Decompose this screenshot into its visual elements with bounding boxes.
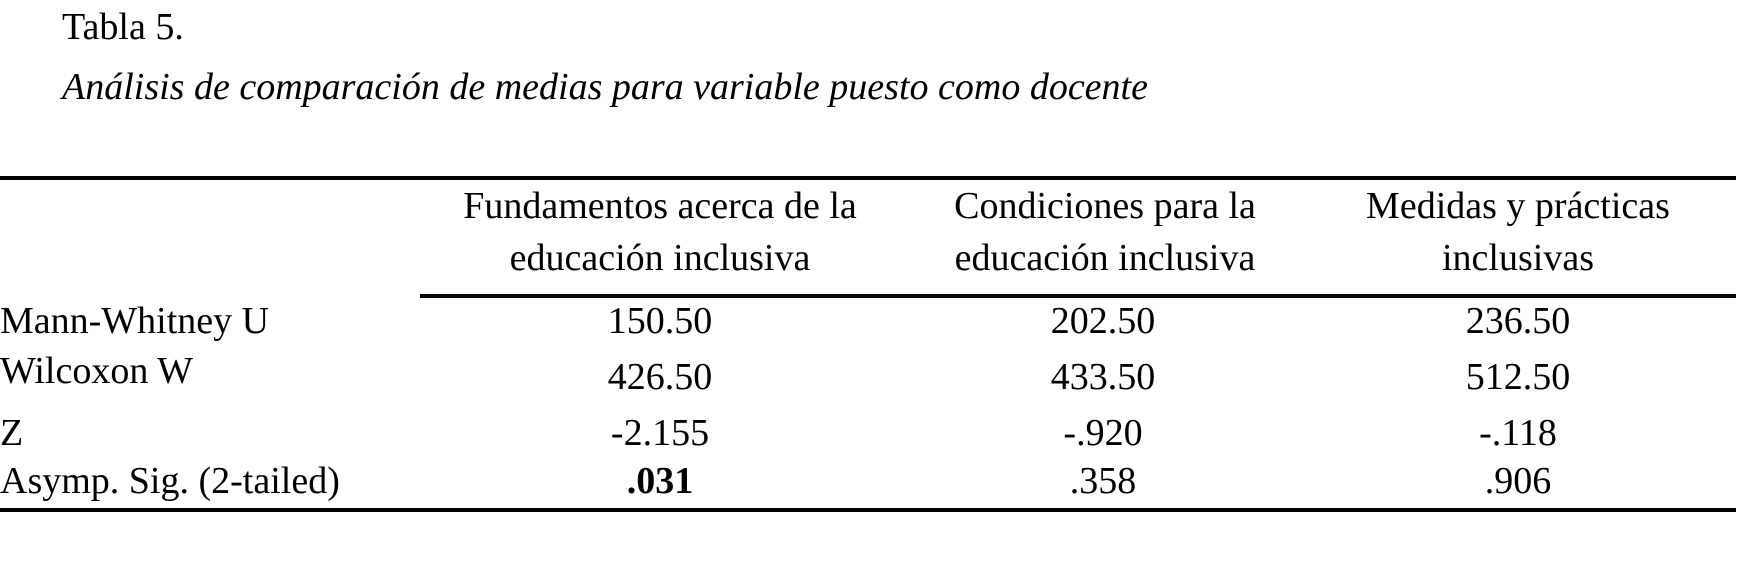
column-header-line: Condiciones para la bbox=[954, 185, 1256, 227]
row-label-z: Z bbox=[0, 412, 24, 454]
table-cell: .358 bbox=[1069, 460, 1137, 502]
column-header-line: educación inclusiva bbox=[509, 237, 811, 279]
column-header-medidas bbox=[1318, 180, 1718, 284]
column-header-line: inclusivas bbox=[1442, 237, 1594, 279]
column-header-line: Fundamentos acerca de la bbox=[463, 185, 857, 227]
row-label-wilcoxon: Wilcoxon W bbox=[0, 350, 194, 392]
table-cell: 236.50 bbox=[1465, 300, 1571, 342]
row-label-mann-whitney: Mann-Whitney U bbox=[0, 300, 270, 342]
column-header-condiciones bbox=[910, 180, 1300, 284]
table-cell: -2.155 bbox=[610, 412, 710, 454]
table-cell: -.920 bbox=[1063, 412, 1143, 454]
column-header-line: educación inclusiva bbox=[954, 237, 1256, 279]
table-cell-significant: .031 bbox=[626, 460, 694, 502]
column-header-fundamentos bbox=[420, 180, 900, 284]
row-label-asymp-sig: Asymp. Sig. (2-tailed) bbox=[0, 460, 340, 502]
table-cell: 426.50 bbox=[607, 356, 713, 398]
table-cell: 512.50 bbox=[1465, 356, 1571, 398]
column-header-line: Medidas y prácticas bbox=[1366, 185, 1670, 227]
table-cell: .906 bbox=[1484, 460, 1552, 502]
bottom-rule bbox=[0, 508, 1736, 512]
table-caption-title: Análisis de comparación de medias para variable puesto como docente bbox=[62, 66, 1148, 108]
table-caption-number: Tabla 5. bbox=[62, 6, 184, 48]
table-cell: 202.50 bbox=[1050, 300, 1156, 342]
table-cell: 433.50 bbox=[1050, 356, 1156, 398]
table-cell: -.118 bbox=[1479, 412, 1557, 454]
table-cell: 150.50 bbox=[607, 300, 713, 342]
